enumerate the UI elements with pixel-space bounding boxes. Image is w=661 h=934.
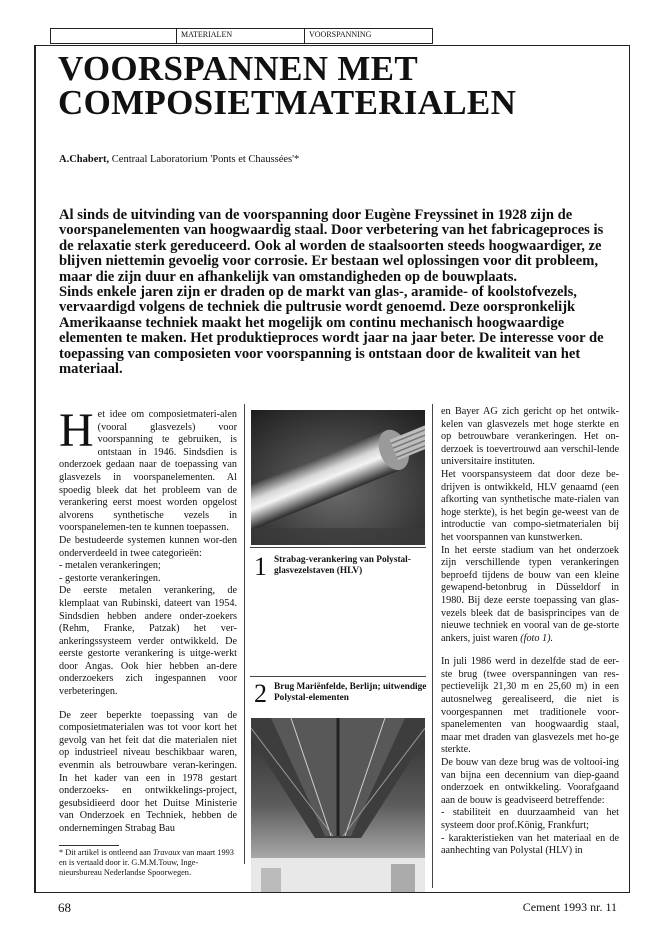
footnote-rule xyxy=(59,845,119,846)
body-paragraph: De bouw van deze brug was de voltooi-ing van bijna een decennium van diep-gaand onderzoek en ontwikkeling. Voorafgaand aan de bouw is geadviseerd betreffende: xyxy=(441,757,619,806)
lead-text-2: Sinds enkele jaren zijn er draden op de markt van glas-, aramide- of koolstofvezels, vervaardigd volgens de techniek die pultrusie wordt genoemd. Deze oorspronkelijk Amerikaanse techniek maakt het mogelijk om continu mechanisch hoogwaardige elementen te maken. Het produktieproces wordt jaar na jaar beter. De interesse voor de toepassing van composieten voor voorspanning is ontstaan door de kwaliteit van het materiaal. xyxy=(59,284,604,378)
section-tabs xyxy=(50,28,433,44)
body-paragraph: et idee om composietmateri-alen (vooral glasvezels) voor voorspanning te gebruiken, is ontstaan in 1946. Sindsdien is onderzoek gedaan naar de toepassing van glasvezels in voorspanelementen. Al spoedig bleek dat het probleem van de verankering eerst moest worden opgelost alvorens synthetische vezels in voorspanelemen-ten te kunnen toepassen. xyxy=(59,409,237,534)
footnote-journal: Travaux xyxy=(153,848,181,857)
lead-text-1: Al sinds de uitvinding van de voorspanning door Eugène Freyssinet in 1928 zijn de voorspanelementen van hoogwaardig staal. Door verbetering van het fabricageproces is de relaxatie sterk gereduceerd. Ook al worden de staalsoorten steeds hoogwaardiger, ze blijven niettemin gevoelig voor corrosie. Er bestaan wel oplossingen voor dit probleem, maar die zijn duur en afhankelijk van omstandigheden op de bouwplaats. xyxy=(59,207,604,285)
column-rule-right xyxy=(432,404,433,888)
photo-reference: (foto 1). xyxy=(520,632,554,644)
body-paragraph: Het voorspansysteem dat door deze be-drijven is ontwikkeld, HLV genaamd (een afkorting van synthetische mate-rialen van hoge sterkte), is het begin ge-weest van de introductie van compo-sietmaterialen bij het voorspannen van kunstwerken. xyxy=(441,468,619,543)
caption-rule xyxy=(250,676,426,677)
caption-number: 2 xyxy=(254,679,267,708)
publication-source: Cement 1993 nr. 11 xyxy=(522,900,617,914)
caption-text: Brug Mariënfelde, Berlijn; uitwendige Polystal-elementen xyxy=(274,682,427,703)
right-column xyxy=(441,406,619,858)
body-paragraph: In het eerste stadium van het onderzoek zijn verschillende typen verankeringen beproefd tijdens de bouw van een kleine gewapend-betonbrug in Düsseldorf in 1980. Bij deze eerste toepassing van glas-vezels bleek dat de basisprincipes van de nieuwe techniek en vooral van de ge-storte ankers, juist waren (foto 1). xyxy=(441,544,619,644)
list-item: - karakteristieken van het materiaal en de aanhechting van Polystal (HLV) in xyxy=(441,832,619,857)
left-column xyxy=(59,404,237,836)
article-title: VOORSPANNEN MET COMPOSIETMATERIALEN xyxy=(58,49,517,122)
caption-text: Strabag-verankering van Polystal-glasvezelstaven (HLV) xyxy=(274,555,411,576)
body-paragraph: De eerste metalen verankering, de klemplaat van Rubinski, dateert van 1954. Sindsdien hebben andere onder-zoekers (Rehm, Franke, Patzak) het ver-ankeringssysteem verder ontwikkeld. De eerste gestorte verankering is uitge-werkt door Angas. Ook hier hebben an-dere onderzoekers zich ingespannen voor verbeteringen. xyxy=(59,585,237,698)
column-rule-left xyxy=(244,404,245,864)
body-paragraph: De zeer beperkte toepassing van de composietmaterialen was tot voor kort het gevolg van het feit dat die materialen niet op industrieel niveau beschikbaar waren, evenmin als betrouwbare veran-keringen. In het kader van een in 1978 gestart onderzoeks- en ontwikkelings-project, gesubsidieerd door het Duitse Ministerie van Onderzoek en Techniek, hebben de ondernemingen Strabag Bau xyxy=(59,709,237,834)
author-name: A.Chabert, xyxy=(59,154,110,165)
section-tab-blank xyxy=(51,29,177,43)
caption-number: 1 xyxy=(254,552,267,581)
list-item: - gestorte verankeringen. xyxy=(59,572,161,584)
body-paragraph: en Bayer AG zich gericht op het ontwik-kelen van glasvezels met hoge sterkte en op betrouwbare verankeringen. Het on-derzoek is toevertrouwd aan verschil-lende universitaire instituten. xyxy=(441,406,619,468)
body-paragraph: De bestudeerde systemen kunnen wor-den onderverdeeld in twee categorieën: xyxy=(59,534,237,559)
author-affiliation: Centraal Laboratorium 'Ponts et Chaussées'* xyxy=(111,154,300,165)
footnote: * Dit artikel is ontleend aan Travaux van maart 1993 en is vertaald door ir. G.M.M.Touw, Inge-nieursbureau Nederlandse Spoorwegen. xyxy=(59,848,234,878)
photo-bridge-underside xyxy=(251,718,425,892)
page-number: 68 xyxy=(58,900,71,915)
list-item: - stabiliteit en duurzaamheid van het systeem door prof.König, Frankfurt; xyxy=(441,807,619,831)
byline xyxy=(59,154,299,165)
drop-cap: H xyxy=(59,404,94,457)
section-tab-materialen: MATERIALEN xyxy=(177,29,305,43)
photo-anchor-rods xyxy=(251,410,425,545)
section-tab-voorspanning: VOORSPANNING xyxy=(309,30,372,39)
photo-rule xyxy=(250,547,426,548)
body-paragraph: In juli 1986 werd in dezelfde stad de eer-ste brug (twee overspanningen van res-pectievelijk 21,30 m en 25,60 m) in een autosnelweg gerealiseerd, die niet is voorgespannen met traditionele voor-spanelementen van hoogwaardig staal, maar met draden van glasvezels met ho-ge sterkte. xyxy=(441,656,619,756)
list-item: - metalen verankeringen; xyxy=(59,560,161,572)
lead-paragraph xyxy=(59,208,611,377)
